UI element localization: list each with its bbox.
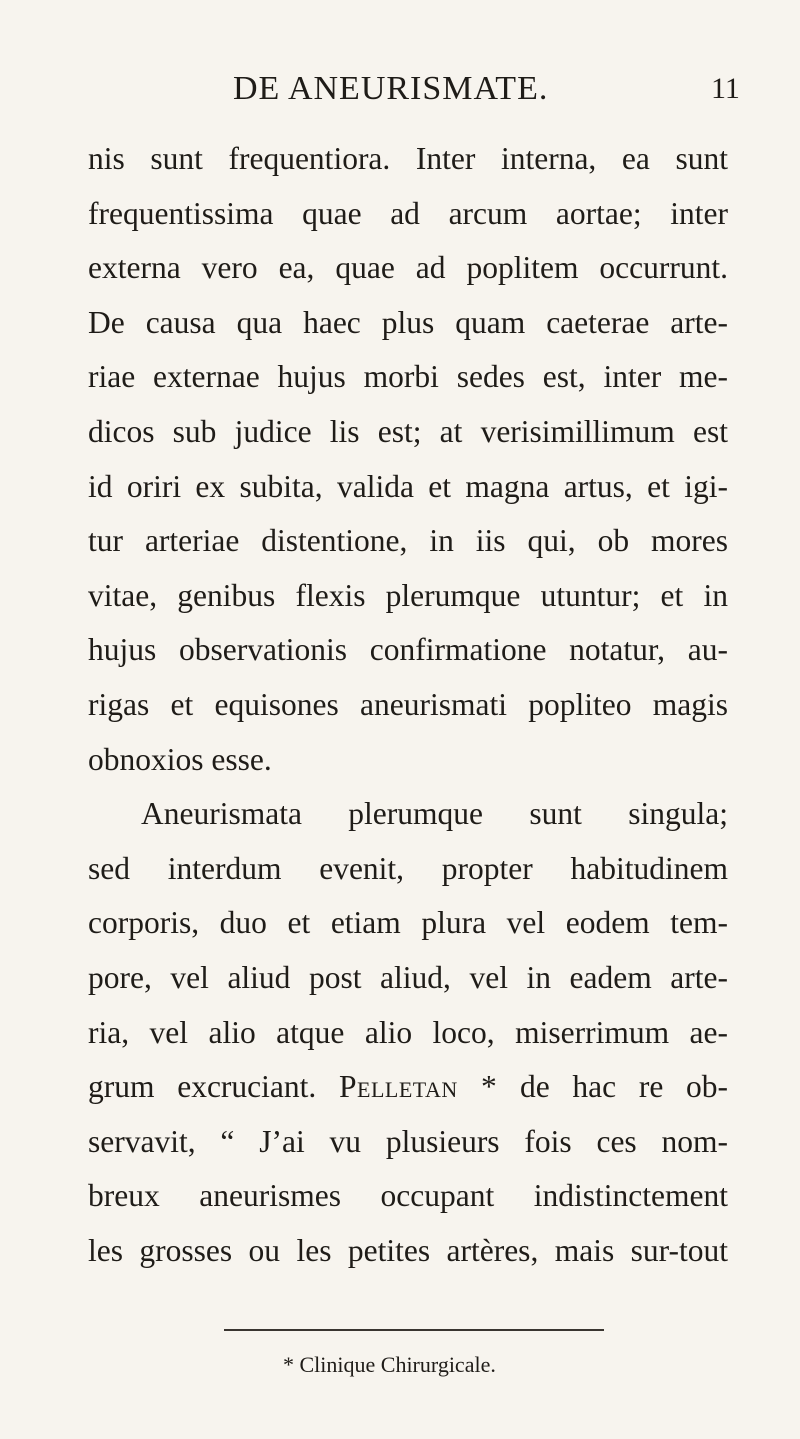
paragraph-start-line: Aneurismata plerumque sunt singula; <box>141 796 728 832</box>
text-line: ria, vel alio atque alio loco, miserrimum ae- <box>88 1014 728 1050</box>
text-line: externa vero ea, quae ad poplitem occurrunt. <box>88 250 728 286</box>
text-line: breux aneurismes occupant indistinctement <box>88 1178 728 1214</box>
footnote-rule <box>224 1329 604 1331</box>
text-line: vitae, genibus flexis plerumque utuntur; et in <box>88 577 728 613</box>
text-line: frequentissima quae ad arcum aortae; inter <box>88 195 728 231</box>
text-line: pore, vel aliud post aliud, vel in eadem arte- <box>88 959 728 995</box>
text-line: tur arteriae distentione, in iis qui, ob mores <box>88 523 728 559</box>
running-head <box>0 70 800 110</box>
text-line: servavit, “ J’ai vu plusieurs fois ces nom- <box>88 1123 728 1159</box>
author-name: Pelletan * <box>339 1069 498 1105</box>
text-line: corporis, duo et etiam plura vel eodem tem- <box>88 905 728 941</box>
text-line: dicos sub judice lis est; at verisimillimum est <box>88 413 728 449</box>
text-line: riae externae hujus morbi sedes est, inter me- <box>88 359 728 395</box>
body-text <box>88 132 728 1278</box>
text-line: De causa qua haec plus quam caeterae arte- <box>88 304 728 340</box>
text-line: nis sunt frequentiora. Inter interna, ea sunt <box>88 141 728 176</box>
text-line: rigas et equisones aneurismati popliteo magis <box>88 686 728 722</box>
text-line: sed interdum evenit, propter habitudinem <box>88 850 728 886</box>
text-segment: grum excruciant. <box>88 1069 317 1105</box>
page-number: 11 <box>711 72 740 105</box>
footnote: * Clinique Chirurgicale. <box>283 1352 496 1377</box>
running-head-title: DE ANEURISMATE. <box>233 70 549 107</box>
text-line: hujus observationis confirmatione notatur, au- <box>88 632 728 668</box>
text-line-with-author <box>88 1060 728 1115</box>
text-line: les grosses ou les petites artères, mais sur-tout <box>88 1232 728 1268</box>
paragraph-end-line: obnoxios esse. <box>88 741 272 777</box>
text-line: id oriri ex subita, valida et magna artus, et igi- <box>88 468 728 504</box>
text-segment: de hac re ob- <box>519 1069 729 1105</box>
